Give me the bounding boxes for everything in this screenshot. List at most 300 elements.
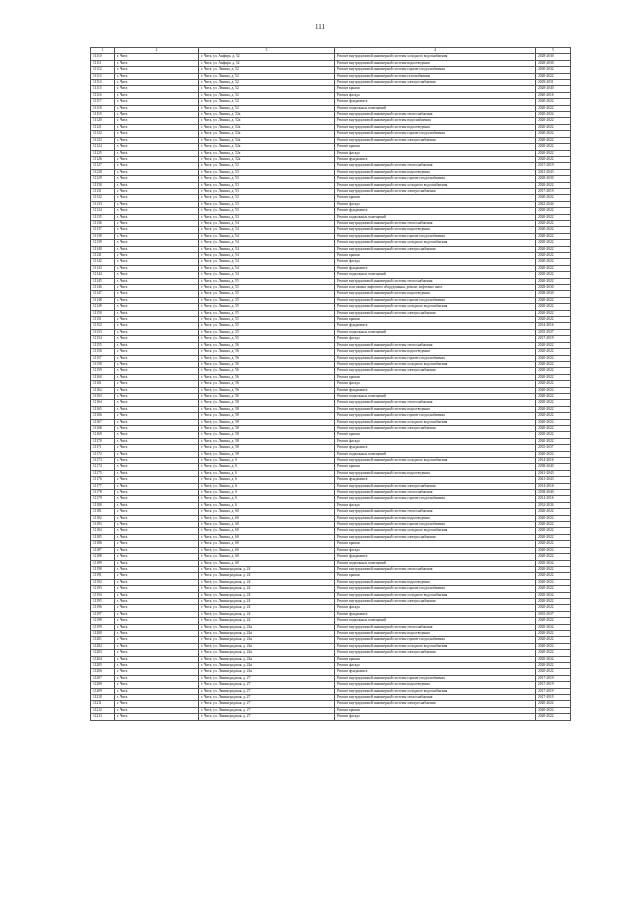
address-cell: г. Чита, ул. Ленина, д. 54: [199, 259, 335, 265]
work-type-cell: Ремонт внутридомовой инженерной системы холодного водоснабжения: [335, 240, 536, 246]
address-cell: г. Чита, ул. Ленина, д. 6: [199, 464, 335, 470]
work-type-cell: Ремонт подвальных помещений: [335, 618, 536, 624]
address-cell: г. Чита, ул. Анфира, д. 52: [199, 60, 335, 66]
row-number-cell: 11134: [91, 208, 115, 214]
municipality-cell: г. Чита: [115, 246, 199, 252]
period-cell: 2020-2022: [536, 253, 571, 259]
row-number-cell: 11204: [91, 656, 115, 662]
period-cell: 2020-2022: [536, 432, 571, 438]
address-cell: г. Чита, ул. Ленина, д. 53: [199, 208, 335, 214]
period-cell: 2020-2022: [536, 297, 571, 303]
work-type-cell: Ремонт внутридомовой инженерной системы водоотведения: [335, 682, 536, 688]
address-cell: г. Чита, ул. Ленина, д. 53: [199, 169, 335, 175]
municipality-cell: г. Чита: [115, 118, 199, 124]
municipality-cell: г. Чита: [115, 656, 199, 662]
work-type-cell: Ремонт внутридомовой инженерной системы электроснабжения: [335, 310, 536, 316]
municipality-cell: г. Чита: [115, 80, 199, 86]
row-number-cell: 11132: [91, 195, 115, 201]
municipality-cell: г. Чита: [115, 182, 199, 188]
municipality-cell: г. Чита: [115, 342, 199, 348]
row-number-cell: 11171: [91, 445, 115, 451]
address-cell: г. Чита, ул. Ленина, д. 60: [199, 509, 335, 515]
municipality-cell: г. Чита: [115, 67, 199, 73]
address-cell: г. Чита, ул. Ленинградская, д. 24а: [199, 650, 335, 656]
municipality-cell: г. Чита: [115, 265, 199, 271]
work-type-cell: Ремонт внутридомовой инженерной системы теплоснабжения: [335, 509, 536, 515]
municipality-cell: г. Чита: [115, 650, 199, 656]
work-type-cell: Ремонт фундамента: [335, 387, 536, 393]
period-cell: 2020-2022: [536, 451, 571, 457]
row-number-cell: 11124: [91, 144, 115, 150]
address-cell: г. Чита, ул. Ленина, д. 54: [199, 265, 335, 271]
work-type-cell: Ремонт внутридомовой инженерной системы холодного водоснабжения: [335, 182, 536, 188]
period-cell: 2020-2022: [536, 233, 571, 239]
row-number-cell: 11212: [91, 707, 115, 713]
municipality-cell: г. Чита: [115, 156, 199, 162]
work-type-cell: Ремонт крыши: [335, 195, 536, 201]
period-cell: 2020-2022: [536, 156, 571, 162]
address-cell: г. Чита, ул. Ленина, д. 52а: [199, 118, 335, 124]
row-number-cell: 11198: [91, 618, 115, 624]
address-cell: г. Чита, ул. Ленинградская, д. 24а: [199, 637, 335, 643]
address-cell: г. Чита, ул. Ленина, д. 54: [199, 272, 335, 278]
period-cell: 2020-2022: [536, 630, 571, 636]
address-cell: г. Чита, ул. Ленина, д. 58: [199, 406, 335, 412]
address-cell: г. Чита, ул. Ленина, д. 54: [199, 233, 335, 239]
work-type-cell: Ремонт фундамента: [335, 477, 536, 483]
row-number-cell: 11119: [91, 112, 115, 118]
period-cell: 2020-2022: [536, 598, 571, 604]
address-cell: г. Чита, ул. Ленина, д. 53: [199, 182, 335, 188]
work-type-cell: Ремонт внутридомовой инженерной системы газоснабжения: [335, 73, 536, 79]
municipality-cell: г. Чита: [115, 419, 199, 425]
work-type-cell: Ремонт фундамента: [335, 445, 536, 451]
municipality-cell: г. Чита: [115, 124, 199, 130]
row-number-cell: 11152: [91, 323, 115, 329]
period-cell: 2020-2022: [536, 656, 571, 662]
row-number-cell: 11128: [91, 169, 115, 175]
municipality-cell: г. Чита: [115, 349, 199, 355]
work-type-cell: Ремонт внутридомовой инженерной системы водоотведения: [335, 470, 536, 476]
period-cell: 2020-2022: [536, 131, 571, 137]
work-type-cell: Ремонт внутридомовой инженерной системы теплоснабжения: [335, 490, 536, 496]
address-cell: г. Чита, ул. Ленина, д. 60: [199, 547, 335, 553]
address-cell: г. Чита, ул. Ленина, д. 53: [199, 188, 335, 194]
period-cell: 2017-2019: [536, 188, 571, 194]
row-number-cell: 11199: [91, 624, 115, 630]
work-type-cell: Ремонт фасада: [335, 714, 536, 720]
municipality-cell: г. Чита: [115, 425, 199, 431]
address-cell: г. Чита, ул. Ленина, д. 55: [199, 336, 335, 342]
work-type-cell: Ремонт подвальных помещений: [335, 393, 536, 399]
page-number: 111: [315, 23, 325, 31]
address-cell: г. Чита, ул. Ленина, д. 60: [199, 541, 335, 547]
row-number-cell: 11183: [91, 522, 115, 528]
municipality-cell: г. Чита: [115, 579, 199, 585]
address-cell: г. Чита, ул. Ленина, д. 60: [199, 522, 335, 528]
period-cell: 2020-2022: [536, 438, 571, 444]
work-type-cell: Ремонт внутридомовой инженерной системы электроснабжения: [335, 701, 536, 707]
period-cell: 2020-2022: [536, 554, 571, 560]
row-number-cell: 11145: [91, 278, 115, 284]
period-cell: 2038-2040: [536, 490, 571, 496]
period-cell: 2014-2016: [536, 323, 571, 329]
address-cell: г. Чита, ул. Ленина, д. 56: [199, 374, 335, 380]
period-cell: 2020-2022: [536, 272, 571, 278]
row-number-cell: 11172: [91, 451, 115, 457]
address-cell: г. Чита, ул. Ленина, д. 55: [199, 317, 335, 323]
period-cell: 2020-2022: [536, 246, 571, 252]
period-cell: 2020-2022: [536, 400, 571, 406]
municipality-cell: г. Чита: [115, 336, 199, 342]
row-number-cell: 11188: [91, 554, 115, 560]
row-number-cell: 11200: [91, 630, 115, 636]
row-number-cell: 11110: [91, 54, 115, 60]
address-cell: г. Чита, ул. Ленина, д. 52а: [199, 112, 335, 118]
row-number-cell: 11164: [91, 400, 115, 406]
work-type-cell: Ремонт внутридомовой инженерной системы горячего водоснабжения: [335, 297, 536, 303]
work-type-cell: Ремонт внутридомовой инженерной системы водоотведения: [335, 579, 536, 585]
period-cell: 2020-2022: [536, 714, 571, 720]
work-type-cell: Ремонт подвальных помещений: [335, 214, 536, 220]
address-cell: г. Чита, ул. Анфира, д. 52: [199, 54, 335, 60]
municipality-cell: г. Чита: [115, 464, 199, 470]
work-type-cell: Ремонт внутридомовой инженерной системы холодного водоснабжения: [335, 643, 536, 649]
row-number-cell: 11161: [91, 381, 115, 387]
period-cell: 2020-2022: [536, 579, 571, 585]
period-cell: 2017-2019: [536, 695, 571, 701]
work-type-cell: Ремонт внутридомовой инженерной системы водоснабжения: [335, 118, 536, 124]
period-cell: 2020-2022: [536, 618, 571, 624]
period-cell: 2020-2022: [536, 144, 571, 150]
municipality-cell: г. Чита: [115, 259, 199, 265]
row-number-cell: 11177: [91, 483, 115, 489]
row-number-cell: 11194: [91, 592, 115, 598]
municipality-cell: г. Чита: [115, 707, 199, 713]
municipality-cell: г. Чита: [115, 253, 199, 259]
row-number-cell: 11192: [91, 579, 115, 585]
address-cell: г. Чита, ул. Ленина, д. 52а: [199, 137, 335, 143]
address-cell: г. Чита, ул. Ленина, д. 56: [199, 393, 335, 399]
municipality-cell: г. Чита: [115, 317, 199, 323]
address-cell: г. Чита, ул. Ленина, д. 56: [199, 381, 335, 387]
period-cell: 2017-2019: [536, 682, 571, 688]
work-type-cell: Ремонт фундамента: [335, 554, 536, 560]
work-type-cell: Ремонт внутридомовой инженерной системы горячего водоснабжения: [335, 176, 536, 182]
row-number-cell: 11147: [91, 291, 115, 297]
municipality-cell: г. Чита: [115, 310, 199, 316]
row-number-cell: 11116: [91, 92, 115, 98]
municipality-cell: г. Чита: [115, 201, 199, 207]
row-number-cell: 11153: [91, 329, 115, 335]
period-cell: 2020-2022: [536, 586, 571, 592]
work-type-cell: Ремонт фундамента: [335, 265, 536, 271]
row-number-cell: 11167: [91, 419, 115, 425]
municipality-cell: г. Чита: [115, 586, 199, 592]
period-cell: 2020-2022: [536, 182, 571, 188]
municipality-cell: г. Чита: [115, 663, 199, 669]
municipality-cell: г. Чита: [115, 406, 199, 412]
period-cell: 2028-2040: [536, 86, 571, 92]
municipality-cell: г. Чита: [115, 573, 199, 579]
address-cell: г. Чита, ул. Ленина, д. 58: [199, 419, 335, 425]
address-cell: г. Чита, ул. Ленина, д. 52: [199, 92, 335, 98]
period-cell: 2020-2022: [536, 522, 571, 528]
address-cell: г. Чита, ул. Ленинградская, д. 24а: [199, 624, 335, 630]
period-cell: 2017-2019: [536, 675, 571, 681]
address-cell: г. Чита, ул. Ленина, д. 56: [199, 361, 335, 367]
period-cell: 2028-2030: [536, 291, 571, 297]
row-number-cell: 11160: [91, 374, 115, 380]
municipality-cell: г. Чита: [115, 323, 199, 329]
address-cell: г. Чита, ул. Ленинградская, д. 24а: [199, 643, 335, 649]
period-cell: 2035-2037: [536, 445, 571, 451]
address-cell: г. Чита, ул. Ленина, д. 58: [199, 413, 335, 419]
address-cell: г. Чита, ул. Ленинградская, д. 27: [199, 701, 335, 707]
row-number-cell: 11205: [91, 663, 115, 669]
period-cell: 2040-2016: [536, 92, 571, 98]
address-cell: г. Чита, ул. Ленина, д. 56: [199, 355, 335, 361]
period-cell: 2020-2022: [536, 150, 571, 156]
work-type-cell: Ремонт внутридомовой инженерной системы горячего водоснабжения: [335, 67, 536, 73]
row-number-cell: 11191: [91, 573, 115, 579]
work-type-cell: Ремонт внутридомовой инженерной системы горячего водоснабжения: [335, 131, 536, 137]
row-number-cell: 11201: [91, 637, 115, 643]
period-cell: 2020-2022: [536, 560, 571, 566]
address-cell: г. Чита, ул. Ленина, д. 55: [199, 291, 335, 297]
work-type-cell: Ремонт фундамента: [335, 99, 536, 105]
work-type-cell: Ремонт внутридомовой инженерной системы электроснабжения: [335, 137, 536, 143]
work-type-cell: Ремонт внутридомовой инженерной системы холодного водоснабжения: [335, 361, 536, 367]
address-cell: г. Чита, ул. Ленинградская, д. 27: [199, 714, 335, 720]
work-type-cell: Ремонт крыши: [335, 86, 536, 92]
address-cell: г. Чита, ул. Ленина, д. 55: [199, 285, 335, 291]
period-cell: 2020-2022: [536, 73, 571, 79]
period-cell: 2041-2043: [536, 477, 571, 483]
municipality-cell: г. Чита: [115, 438, 199, 444]
municipality-cell: г. Чита: [115, 496, 199, 502]
row-number-cell: 11179: [91, 496, 115, 502]
period-cell: 2014-2016: [536, 483, 571, 489]
municipality-cell: г. Чита: [115, 522, 199, 528]
municipality-cell: г. Чита: [115, 73, 199, 79]
work-type-cell: Ремонт внутридомовой инженерной системы теплоснабжения: [335, 624, 536, 630]
row-number-cell: 11173: [91, 458, 115, 464]
period-cell: 2041-2043: [536, 169, 571, 175]
row-number-cell: 11156: [91, 349, 115, 355]
address-cell: г. Чита, ул. Ленина, д. 54: [199, 246, 335, 252]
period-cell: 2020-2022: [536, 361, 571, 367]
municipality-cell: г. Чита: [115, 195, 199, 201]
work-type-cell: Ремонт внутридомовой инженерной системы холодного водоснабжения: [335, 304, 536, 310]
work-type-cell: Ремонт крыши: [335, 144, 536, 150]
work-type-cell: Ремонт фундамента: [335, 611, 536, 617]
address-cell: г. Чита, ул. Ленина, д. 60: [199, 528, 335, 534]
municipality-cell: г. Чита: [115, 144, 199, 150]
period-cell: 2020-2022: [536, 534, 571, 540]
column-header: 5: [536, 48, 571, 54]
work-type-cell: Ремонт фундамента: [335, 208, 536, 214]
column-header: 2: [115, 48, 199, 54]
period-cell: 2020-2022: [536, 278, 571, 284]
work-type-cell: Ремонт подвальных помещений: [335, 105, 536, 111]
address-cell: г. Чита, ул. Ленина, д. 53: [199, 201, 335, 207]
row-number-cell: 11202: [91, 643, 115, 649]
work-type-cell: Ремонт внутридомовой инженерной системы электроснабжения: [335, 188, 536, 194]
work-type-cell: Ремонт внутридомовой инженерной системы холодного водоснабжения: [335, 528, 536, 534]
period-cell: 2020-2022: [536, 566, 571, 572]
row-number-cell: 11190: [91, 566, 115, 572]
municipality-cell: г. Чита: [115, 304, 199, 310]
period-cell: 2020-2022: [536, 707, 571, 713]
municipality-cell: г. Чита: [115, 208, 199, 214]
work-type-cell: Ремонт фасада: [335, 663, 536, 669]
work-type-cell: Ремонт внутридомовой инженерной системы теплоснабжения: [335, 220, 536, 226]
address-cell: г. Чита, ул. Ленина, д. 6: [199, 483, 335, 489]
municipality-cell: г. Чита: [115, 169, 199, 175]
period-cell: 2020-2022: [536, 643, 571, 649]
address-cell: г. Чита, ул. Ленина, д. 6: [199, 470, 335, 476]
address-cell: г. Чита, ул. Ленина, д. 60: [199, 534, 335, 540]
row-number-cell: 11143: [91, 265, 115, 271]
row-number-cell: 11174: [91, 464, 115, 470]
address-cell: г. Чита, ул. Ленина, д. 6: [199, 502, 335, 508]
municipality-cell: г. Чита: [115, 374, 199, 380]
period-cell: 2020-2022: [536, 425, 571, 431]
work-type-cell: Ремонт внутридомовой инженерной системы водоотведения: [335, 291, 536, 297]
municipality-cell: г. Чита: [115, 451, 199, 457]
address-cell: г. Чита, ул. Ленинградская, д. 24: [199, 592, 335, 598]
address-cell: г. Чита, ул. Ленинградская, д. 24: [199, 618, 335, 624]
period-cell: 2020-2022: [536, 368, 571, 374]
row-number-cell: 11211: [91, 701, 115, 707]
period-cell: 2020-2022: [536, 310, 571, 316]
work-type-cell: Ремонт внутридомовой инженерной системы холодного водоснабжения: [335, 54, 536, 60]
work-type-cell: Ремонт внутридомовой инженерной системы водоотведения: [335, 630, 536, 636]
row-number-cell: 11142: [91, 259, 115, 265]
municipality-cell: г. Чита: [115, 714, 199, 720]
work-type-cell: Ремонт внутридомовой инженерной системы горячего водоснабжения: [335, 496, 536, 502]
period-cell: 2020-2022: [536, 265, 571, 271]
address-cell: г. Чита, ул. Ленинградская, д. 27: [199, 682, 335, 688]
work-type-cell: Ремонт подвальных помещений: [335, 451, 536, 457]
municipality-cell: г. Чита: [115, 400, 199, 406]
row-number-cell: 11136: [91, 220, 115, 226]
municipality-cell: г. Чита: [115, 393, 199, 399]
period-cell: 2020-2022: [536, 220, 571, 226]
row-number-cell: 11133: [91, 201, 115, 207]
period-cell: 2041-2043: [536, 470, 571, 476]
period-cell: 2017-2019: [536, 336, 571, 342]
row-number-cell: 11203: [91, 650, 115, 656]
address-cell: г. Чита, ул. Ленинградская, д. 27: [199, 695, 335, 701]
address-cell: г. Чита, ул. Ленинградская, д. 24: [199, 605, 335, 611]
address-cell: г. Чита, ул. Ленина, д. 55: [199, 297, 335, 303]
work-type-cell: Ремонт фасада: [335, 381, 536, 387]
municipality-cell: г. Чита: [115, 272, 199, 278]
period-cell: 2017-2019: [536, 163, 571, 169]
period-cell: 2020-2022: [536, 342, 571, 348]
period-cell: 2020-2022: [536, 240, 571, 246]
period-cell: 2042-2044: [536, 201, 571, 207]
work-type-cell: Ремонт внутридомовой инженерной системы холодного водоснабжения: [335, 419, 536, 425]
address-cell: г. Чита, ул. Ленина, д. 6: [199, 496, 335, 502]
period-cell: 2028-2030: [536, 60, 571, 66]
row-number-cell: 11182: [91, 515, 115, 521]
period-cell: 2029-2031: [536, 80, 571, 86]
period-cell: 2017-2019: [536, 688, 571, 694]
period-cell: 2020-2022: [536, 528, 571, 534]
municipality-cell: г. Чита: [115, 432, 199, 438]
period-cell: 2032-2034: [536, 502, 571, 508]
work-type-cell: Ремонт фасада: [335, 201, 536, 207]
municipality-cell: г. Чита: [115, 598, 199, 604]
address-cell: г. Чита, ул. Ленина, д. 55: [199, 310, 335, 316]
row-number-cell: 11117: [91, 99, 115, 105]
address-cell: г. Чита, ул. Ленина, д. 52: [199, 99, 335, 105]
row-number-cell: 11114: [91, 80, 115, 86]
row-number-cell: 11141: [91, 253, 115, 259]
work-type-cell: Ремонт внутридомовой инженерной системы теплоснабжения: [335, 695, 536, 701]
work-type-cell: Ремонт внутридомовой инженерной системы водоотведения: [335, 406, 536, 412]
period-cell: 2020-2022: [536, 137, 571, 143]
work-type-cell: Ремонт внутридомовой инженерной системы теплоснабжения: [335, 278, 536, 284]
row-number-cell: 11169: [91, 432, 115, 438]
municipality-cell: г. Чита: [115, 92, 199, 98]
period-cell: 2020-2022: [536, 112, 571, 118]
work-type-cell: Ремонт внутридомовой инженерной системы горячего водоснабжения: [335, 637, 536, 643]
work-type-cell: Ремонт внутридомовой инженерной системы теплоснабжения: [335, 112, 536, 118]
municipality-cell: г. Чита: [115, 99, 199, 105]
address-cell: г. Чита, ул. Ленина, д. 58: [199, 438, 335, 444]
address-cell: г. Чита, ул. Ленина, д. 52а: [199, 156, 335, 162]
period-cell: 2020-2022: [536, 99, 571, 105]
address-cell: г. Чита, ул. Ленина, д. 6: [199, 458, 335, 464]
municipality-cell: г. Чита: [115, 188, 199, 194]
work-type-cell: Ремонт внутридомовой инженерной системы водоотведения: [335, 169, 536, 175]
row-number-cell: 11113: [91, 73, 115, 79]
address-cell: г. Чита, ул. Ленина, д. 52а: [199, 124, 335, 130]
period-cell: 2020-2022: [536, 541, 571, 547]
row-number-cell: 11193: [91, 586, 115, 592]
row-number-cell: 11209: [91, 688, 115, 694]
municipality-cell: г. Чита: [115, 643, 199, 649]
work-type-cell: Ремонт внутридомовой инженерной системы холодного водоснабжения: [335, 688, 536, 694]
row-number-cell: 11140: [91, 246, 115, 252]
row-number-cell: 11184: [91, 528, 115, 534]
work-type-cell: Ремонт внутридомовой инженерной системы электроснабжения: [335, 483, 536, 489]
work-type-cell: Ремонт фасада: [335, 502, 536, 508]
row-number-cell: 11151: [91, 317, 115, 323]
address-cell: г. Чита, ул. Ленина, д. 58: [199, 425, 335, 431]
municipality-cell: г. Чита: [115, 291, 199, 297]
work-type-cell: Ремонт внутридомовой инженерной системы электроснабжения: [335, 650, 536, 656]
row-number-cell: 11122: [91, 131, 115, 137]
capital-repair-table: [90, 47, 571, 721]
period-cell: 2014-2016: [536, 496, 571, 502]
municipality-cell: г. Чита: [115, 329, 199, 335]
address-cell: г. Чита, ул. Ленина, д. 54: [199, 220, 335, 226]
address-cell: г. Чита, ул. Ленинградская, д. 24а: [199, 656, 335, 662]
work-type-cell: Ремонт подвальных помещений: [335, 329, 536, 335]
period-cell: 2028-2030: [536, 54, 571, 60]
period-cell: 2020-2022: [536, 304, 571, 310]
address-cell: г. Чита, ул. Ленина, д. 52: [199, 73, 335, 79]
address-cell: г. Чита, ул. Ленина, д. 53: [199, 195, 335, 201]
row-number-cell: 11158: [91, 361, 115, 367]
address-cell: г. Чита, ул. Ленина, д. 55: [199, 278, 335, 284]
row-number-cell: 11111: [91, 60, 115, 66]
